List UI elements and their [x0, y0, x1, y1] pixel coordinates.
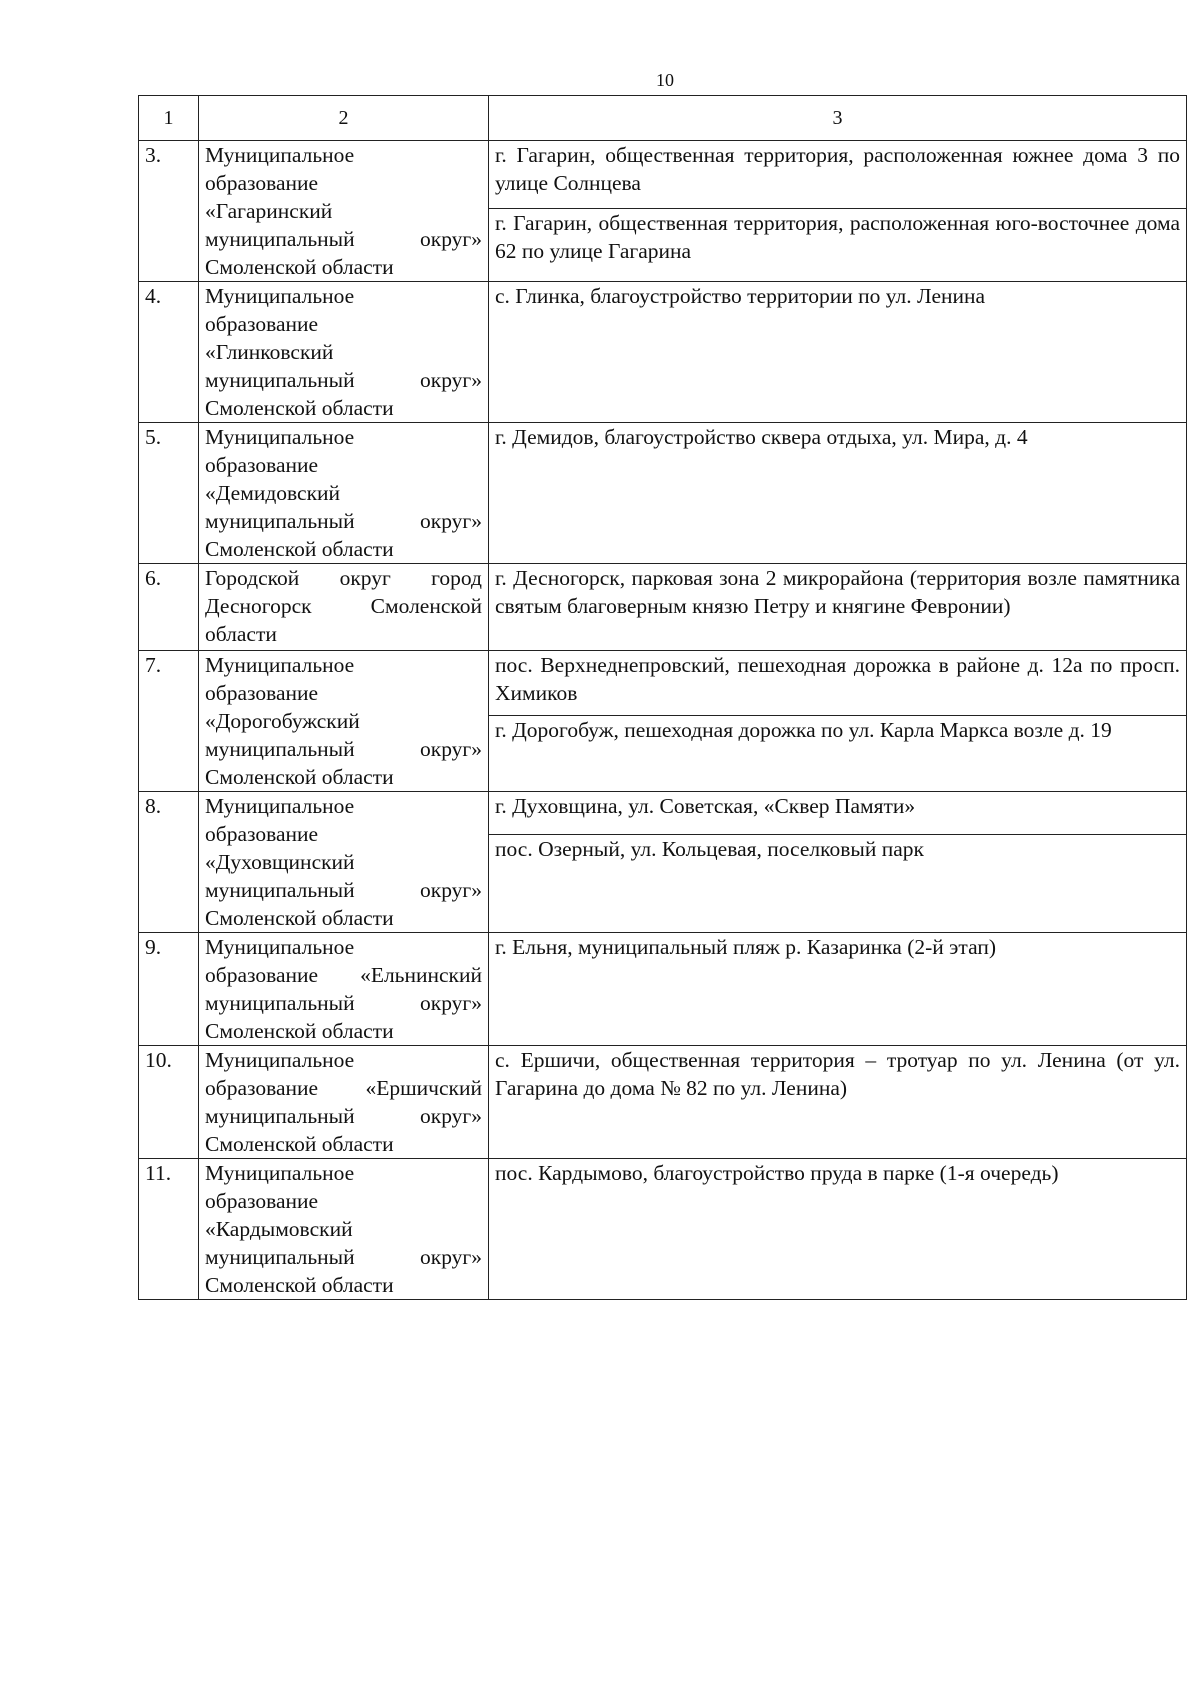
object-description: пос. Верхнеднепровский, пешеходная дорожка в районе д. 12а по просп. Химиков	[489, 651, 1187, 716]
table-row	[139, 651, 1187, 716]
municipality-name-line: Смоленской области	[205, 765, 394, 789]
municipality-name-line: Смоленской области	[205, 537, 394, 561]
header-col-3: 3	[489, 96, 1187, 141]
object-description: г. Гагарин, общественная территория, расположенная южнее дома 3 по улице Солнцева	[489, 141, 1187, 209]
object-description: г. Духовщина, ул. Советская, «Сквер Памяти»	[489, 792, 1187, 835]
object-description: пос. Кардымово, благоустройство пруда в парке (1-я очередь)	[489, 1159, 1187, 1300]
table-row	[139, 1159, 1187, 1300]
municipality-name-line: «Кардымовский	[205, 1217, 353, 1241]
municipality-name-line: муниципальный округ»	[205, 368, 482, 392]
table-row	[139, 141, 1187, 209]
municipality-name-line: «Духовщинский	[205, 850, 355, 874]
municipality-name-line: Смоленской области	[205, 396, 394, 420]
municipality-name-line: Муниципальное	[205, 794, 355, 818]
table-row	[139, 933, 1187, 1046]
object-description: г. Дорогобуж, пешеходная дорожка по ул. Карла Маркса возле д. 19	[489, 715, 1187, 791]
municipality-name-line: «Демидовский	[205, 481, 341, 505]
municipality-name	[199, 282, 489, 423]
row-number: 9.	[139, 933, 199, 1046]
municipality-name-line: муниципальный округ»	[205, 991, 482, 1015]
municipality-name-line: муниципальный округ»	[205, 878, 482, 902]
table-row	[139, 792, 1187, 835]
municipality-name	[199, 564, 489, 651]
municipality-name-line: Городской округ город	[205, 566, 482, 590]
municipality-name-line: образование	[205, 1189, 319, 1213]
table-row	[139, 564, 1187, 651]
municipality-name-line: муниципальный округ»	[205, 1245, 482, 1269]
municipality-name	[199, 1159, 489, 1300]
row-number: 11.	[139, 1159, 199, 1300]
municipal-objects-table	[138, 95, 1187, 1300]
municipality-name-line: «Дорогобужский	[205, 709, 360, 733]
municipality-name-line: Муниципальное	[205, 1161, 355, 1185]
municipality-name-line: Муниципальное	[205, 935, 355, 959]
row-number: 10.	[139, 1046, 199, 1159]
municipality-name-line: области	[205, 622, 277, 646]
header-col-1: 1	[139, 96, 199, 141]
municipality-name-line: образование	[205, 171, 319, 195]
municipality-name-line: муниципальный округ»	[205, 509, 482, 533]
table-row	[139, 1046, 1187, 1159]
municipality-name-line: «Глинковский	[205, 340, 334, 364]
table-row	[139, 423, 1187, 564]
municipality-name-line: Десногорск Смоленской	[205, 594, 482, 618]
object-description: г. Ельня, муниципальный пляж р. Казаринка (2-й этап)	[489, 933, 1187, 1046]
municipality-name-line: Муниципальное	[205, 143, 355, 167]
municipality-name	[199, 1046, 489, 1159]
municipality-name-line: Смоленской области	[205, 255, 394, 279]
object-description: с. Глинка, благоустройство территории по ул. Ленина	[489, 282, 1187, 423]
municipality-name-line: Муниципальное	[205, 425, 355, 449]
row-number: 3.	[139, 141, 199, 282]
municipality-name	[199, 933, 489, 1046]
municipality-name-line: Муниципальное	[205, 284, 355, 308]
row-number: 8.	[139, 792, 199, 933]
object-description: г. Гагарин, общественная территория, расположенная юго-восточнее дома 62 по улице Гагарина	[489, 209, 1187, 282]
page-number: 10	[656, 70, 674, 90]
municipality-name-line: образование	[205, 681, 319, 705]
municipality-name-line: Смоленской области	[205, 1019, 394, 1043]
municipality-name-line: «Гагаринский	[205, 199, 333, 223]
municipality-name-line: муниципальный округ»	[205, 227, 482, 251]
object-description: г. Демидов, благоустройство сквера отдыха, ул. Мира, д. 4	[489, 423, 1187, 564]
municipality-name-line: Смоленской области	[205, 1273, 394, 1297]
municipality-name	[199, 651, 489, 792]
municipality-name-line: Муниципальное	[205, 653, 355, 677]
municipality-name	[199, 141, 489, 282]
row-number: 6.	[139, 564, 199, 651]
header-col-2: 2	[199, 96, 489, 141]
municipality-name-line: образование	[205, 453, 319, 477]
object-description: с. Ершичи, общественная территория – тротуар по ул. Ленина (от ул. Гагарина до дома № 82 по ул. Ленина)	[489, 1046, 1187, 1159]
row-number: 5.	[139, 423, 199, 564]
municipality-name-line: образование «Ершичский	[205, 1076, 482, 1100]
table-row	[139, 282, 1187, 423]
municipality-name-line: образование «Ельнинский	[205, 963, 482, 987]
row-number: 7.	[139, 651, 199, 792]
municipality-name-line: образование	[205, 822, 319, 846]
table-header-row	[139, 96, 1187, 141]
municipality-name-line: муниципальный округ»	[205, 1104, 482, 1128]
municipality-name	[199, 792, 489, 933]
municipality-name	[199, 423, 489, 564]
object-description: пос. Озерный, ул. Кольцевая, поселковый парк	[489, 835, 1187, 933]
row-number: 4.	[139, 282, 199, 423]
municipality-name-line: Смоленской области	[205, 906, 394, 930]
municipality-name-line: Муниципальное	[205, 1048, 355, 1072]
object-description: г. Десногорск, парковая зона 2 микрорайона (территория возле памятника святым благоверным князю Петру и княгине Февронии)	[489, 564, 1187, 651]
municipality-name-line: Смоленской области	[205, 1132, 394, 1156]
municipality-name-line: муниципальный округ»	[205, 737, 482, 761]
municipality-name-line: образование	[205, 312, 319, 336]
